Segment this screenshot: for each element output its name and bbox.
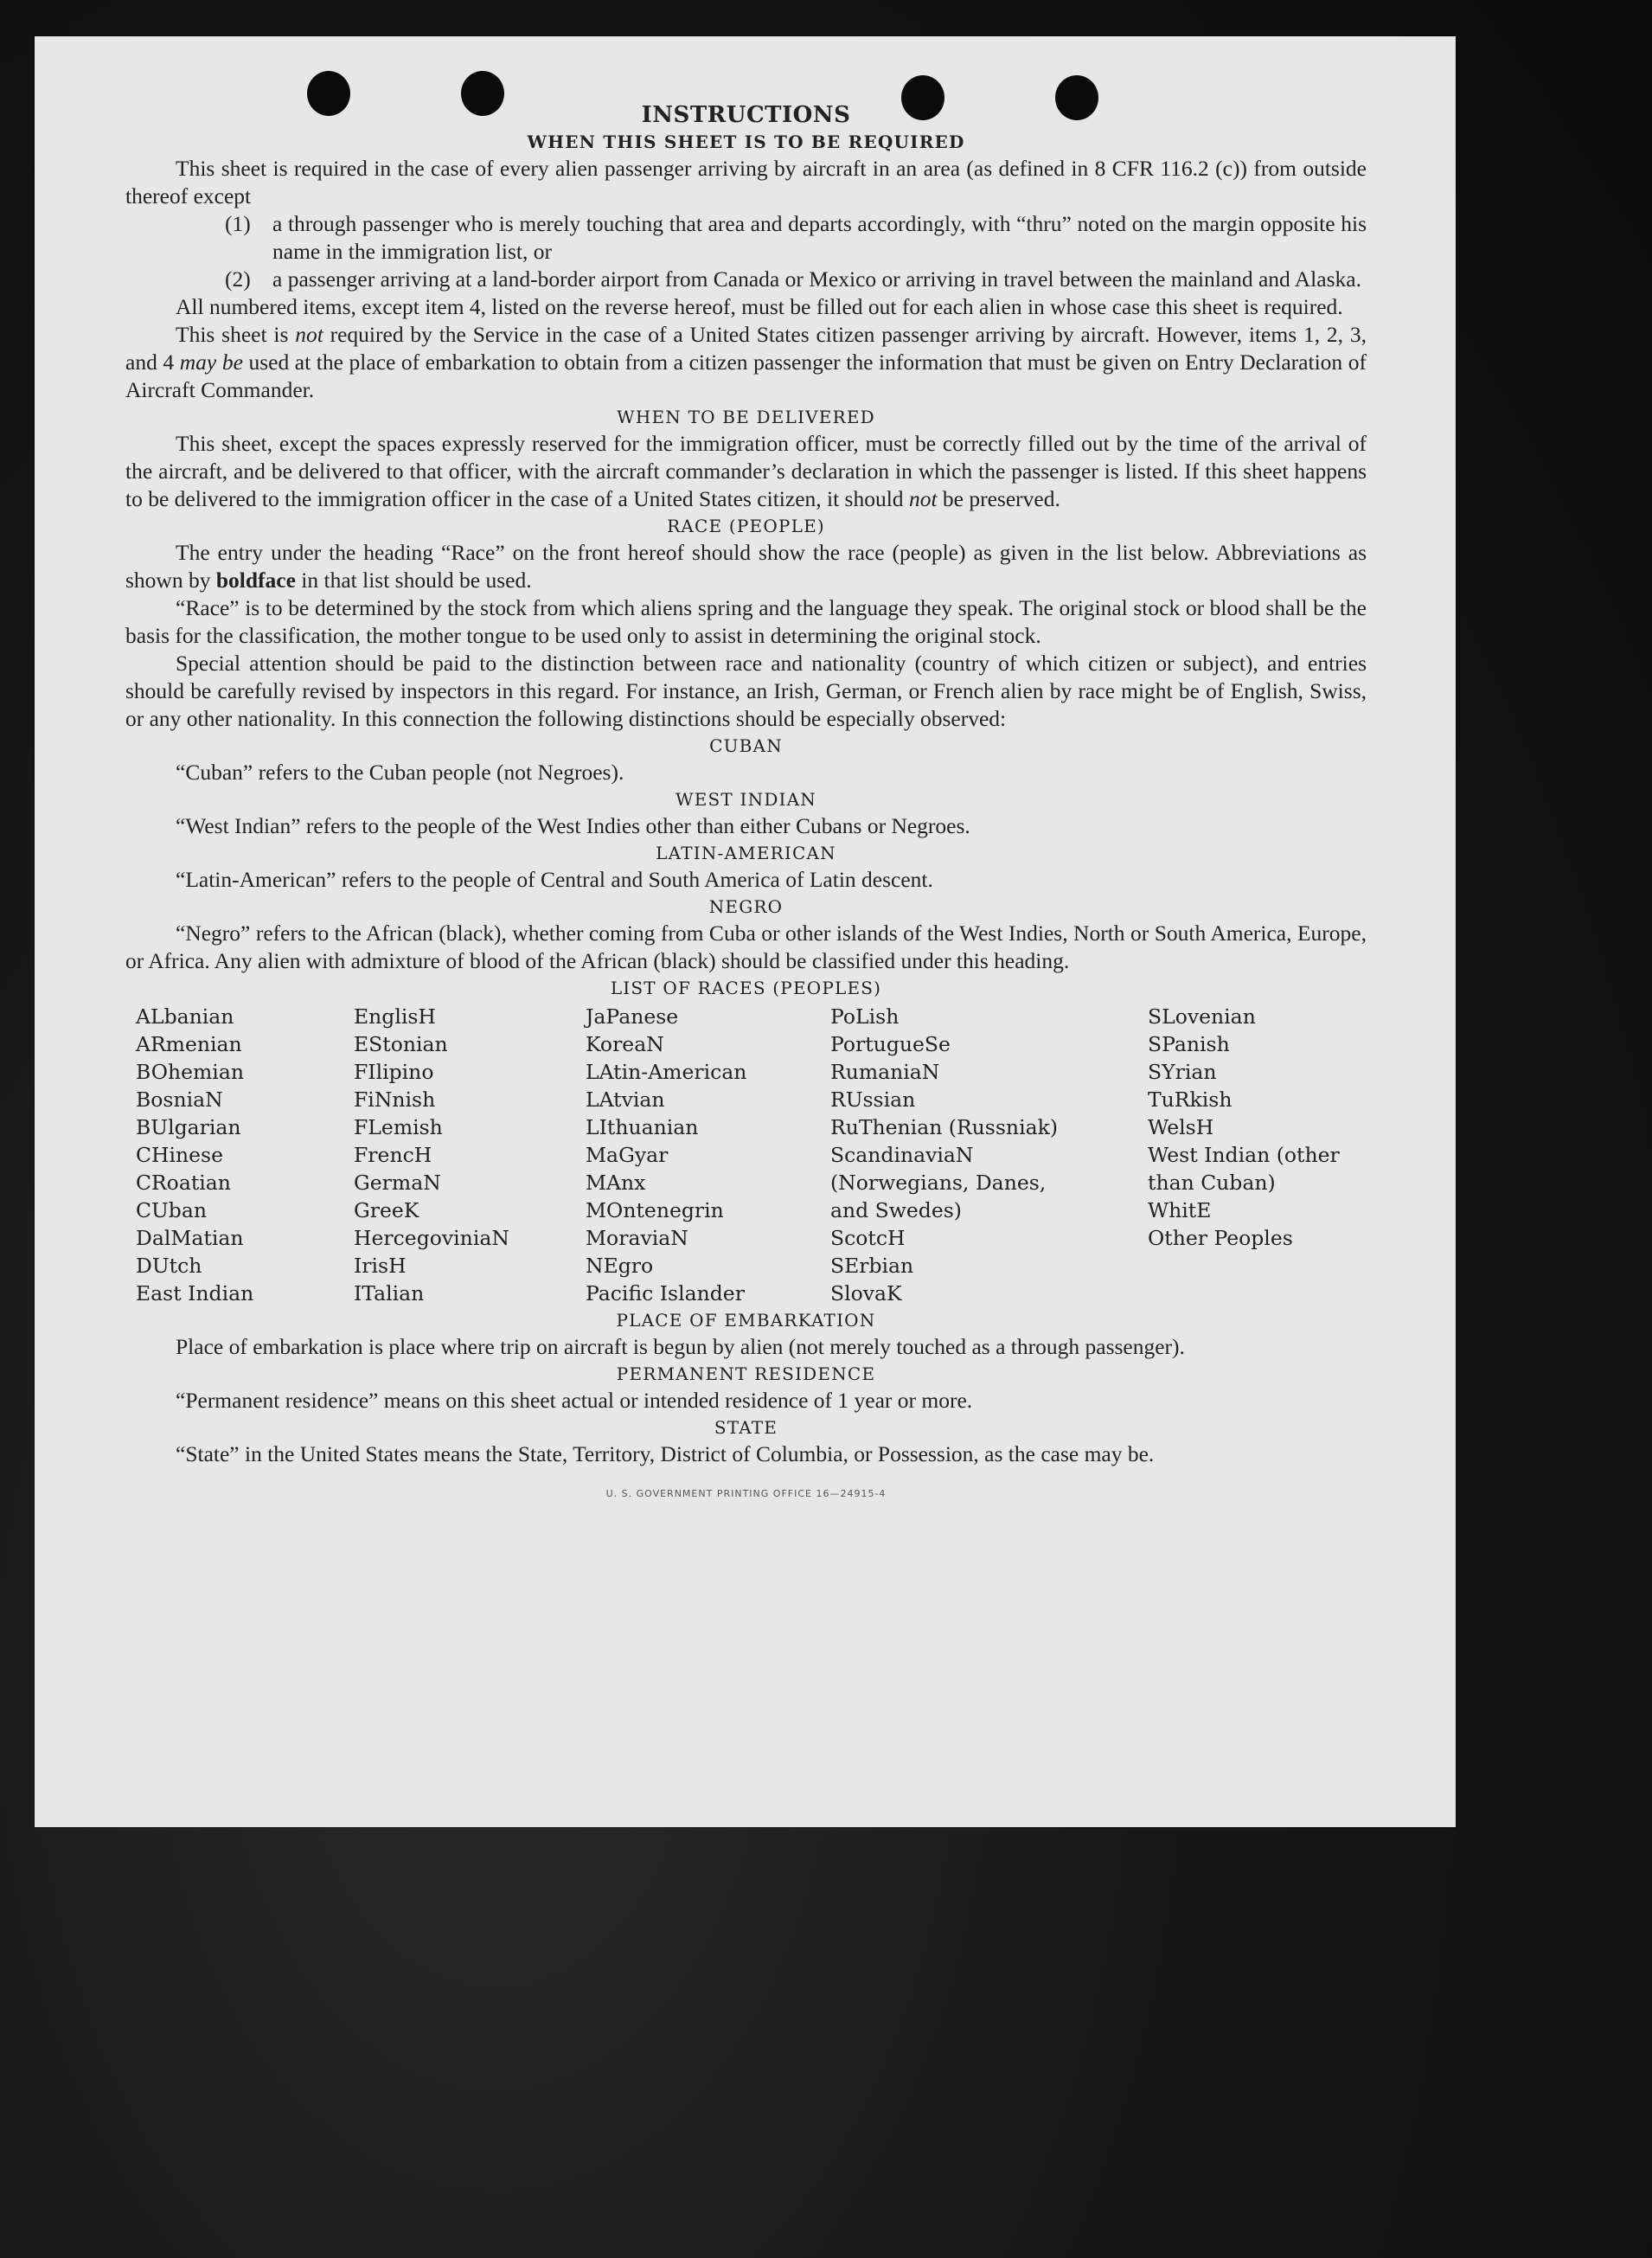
race-entry: West Indian (other than Cuban) [1148,1143,1340,1195]
item-number: (1) [225,211,251,236]
race-list [136,1003,1367,1307]
section-heading-west-indian: WEST INDIAN [675,789,817,810]
section-heading-required: WHEN THIS SHEET IS TO BE REQUIRED [527,132,965,152]
paragraph: “Cuban” refers to the Cuban people (not Negroes). [176,760,624,785]
race-entry: PortugueSe [830,1032,951,1056]
paragraph: The entry under the heading “Race” on the front hereof should show the race (people) as given in the list below. Abbreviations as shown by boldface in that list should be used. [125,540,1367,593]
paragraph: All numbered items, except item 4, listed on the reverse hereof, must be filled out for each alien in whose case this sheet is required. [176,294,1343,319]
race-entry: ITalian [354,1281,425,1305]
race-entry: ScandinaviaN (Norwegians, Danes, and Swedes) [830,1143,1047,1222]
race-entry: SPanish [1148,1032,1230,1056]
race-entry: TuRkish [1148,1087,1233,1112]
section-heading-race: RACE (PEOPLE) [667,516,825,536]
race-entry: WhitE [1148,1198,1212,1222]
race-entry: MAnx [586,1171,646,1195]
race-entry: MoraviaN [586,1226,688,1250]
paragraph: This sheet, except the spaces expressly reserved for the immigration officer, must be correctly filled out by the time of the arrival of the aircraft, and be delivered to that officer, with the aircraft commander’s declaration in which the passenger is listed. If this sheet happens to be delivered to the immigration officer in the case of a United States citizen, it should not be preserved. [125,431,1367,511]
item-number: (2) [225,266,251,292]
paragraph: This sheet is not required by the Service in the case of a United States citizen passenger arriving by aircraft. However, items 1, 2, 3, and 4 may be used at the place of embarkation to obtain from a citizen passenger the information that must be given on Entry Declaration of Aircraft Commander. [125,322,1367,402]
race-entry: NEgro [586,1254,654,1278]
exception-item [225,210,1367,266]
paragraph: Place of embarkation is place where trip on aircraft is begun by alien (not merely touched as a through passenger). [176,1334,1185,1359]
race-entry: CRoatian [136,1171,231,1195]
paragraph: “West Indian” refers to the people of the West Indies other than either Cubans or Negroes. [176,813,970,838]
paragraph: “State” in the United States means the State, Territory, District of Columbia, or Possession, as the case may be. [176,1441,1155,1466]
race-entry: BOhemian [136,1060,244,1084]
paragraph: “Race” is to be determined by the stock from which aliens spring and the language they speak. The original stock or blood shall be the basis for the classification, the mother tongue to be used only to assist in determining the original stock. [125,595,1367,648]
race-entry: KoreaN [586,1032,664,1056]
race-entry: DUtch [136,1254,202,1278]
race-entry: RumaniaN [830,1060,940,1084]
item-text: a passenger arriving at a land-border airport from Canada or Mexico or arriving in travel between the mainland and Alaska. [272,266,1361,292]
race-entry: GreeK [354,1198,419,1222]
page-title: INSTRUCTIONS [641,102,851,128]
race-entry: PoLish [830,1004,900,1029]
race-entry: CUban [136,1198,207,1222]
paragraph: This sheet is required in the case of every alien passenger arriving by aircraft in an area (as defined in 8 CFR 116.2 (c)) from outside thereof except [125,156,1367,208]
section-heading-residence: PERMANENT RESIDENCE [616,1363,876,1384]
race-entry: Other Peoples [1148,1226,1293,1250]
race-column [586,1003,830,1307]
paragraph: “Negro” refers to the African (black), whether coming from Cuba or other islands of the West Indies, North or South America, Europe, or Africa. Any alien with admixture of blood of the African (black) should be classified under this heading. [125,921,1367,973]
paragraph: Special attention should be paid to the distinction between race and nationality (country of which citizen or subject), and entries should be carefully revised by inspectors in this regard. For instance, an Irish, German, or French alien by race might be of English, Swiss, or any other nationality. In this connection the following distinctions should be especially observed: [125,651,1367,731]
race-entry: HercegoviniaN [354,1226,509,1250]
race-column [830,1003,1148,1307]
race-entry: ScotcH [830,1226,906,1250]
exception-item [225,266,1367,293]
race-entry: SErbian [830,1254,914,1278]
race-entry: DalMatian [136,1226,244,1250]
document-sheet [35,36,1456,1827]
race-entry: MaGyar [586,1143,669,1167]
race-entry: JaPanese [586,1004,679,1029]
section-heading-latin-american: LATIN-AMERICAN [656,843,836,863]
section-heading-delivered: WHEN TO BE DELIVERED [617,407,875,427]
section-heading-list-of-races: LIST OF RACES (PEOPLES) [610,978,882,998]
race-entry: LAtvian [586,1087,665,1112]
race-entry: EStonian [354,1032,448,1056]
section-heading-state: STATE [714,1417,778,1438]
race-entry: CHinese [136,1143,223,1167]
paragraph: “Permanent residence” means on this sheet actual or intended residence of 1 year or more. [176,1388,973,1413]
race-entry: BosniaN [136,1087,223,1112]
section-heading-negro: NEGRO [708,896,784,917]
race-entry: East Indian [136,1281,254,1305]
race-entry: MOntenegrin [586,1198,724,1222]
race-entry: FrencH [354,1143,432,1167]
section-heading-embarkation: PLACE OF EMBARKATION [616,1310,876,1331]
race-entry: WelsH [1148,1115,1214,1139]
race-column [1148,1003,1377,1307]
paragraph: “Latin-American” refers to the people of Central and South America of Latin descent. [176,867,933,892]
race-entry: BUlgarian [136,1115,241,1139]
race-entry: SYrian [1148,1060,1217,1084]
race-entry: FiNnish [354,1087,436,1112]
race-entry: EnglisH [354,1004,436,1029]
instructions-content [125,101,1367,1508]
item-text: a through passenger who is merely touching that area and departs accordingly, with “thru” noted on the margin opposite his name in the immigration list, or [272,211,1367,264]
race-entry: RUssian [830,1087,916,1112]
race-column [354,1003,586,1307]
race-entry: ALbanian [136,1004,234,1029]
race-entry: FIlipino [354,1060,434,1084]
race-entry: SLovenian [1148,1004,1256,1029]
printer-imprint: U. S. GOVERNMENT PRINTING OFFICE 16—24915-4 [605,1488,887,1499]
race-entry: ARmenian [136,1032,242,1056]
race-entry: SlovaK [830,1281,902,1305]
race-entry: RuThenian (Russniak) [830,1115,1058,1139]
race-entry: IrisH [354,1254,407,1278]
race-entry: LAtin-American [586,1060,747,1084]
section-heading-cuban: CUBAN [709,735,783,756]
race-entry: GermaN [354,1171,441,1195]
race-entry: Pacific Islander [586,1281,745,1305]
race-entry: LIthuanian [586,1115,699,1139]
race-entry: FLemish [354,1115,443,1139]
race-column [136,1003,354,1307]
